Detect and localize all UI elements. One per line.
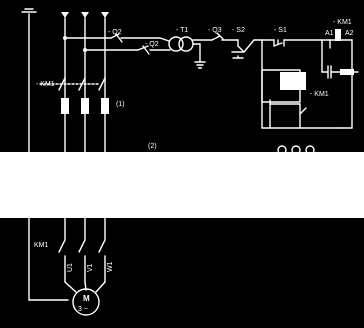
soft-starter-block (0, 146, 364, 218)
label-motor-phase: 3 ~ (78, 306, 88, 313)
label-t1: - T1 (176, 27, 189, 34)
control-line (212, 33, 340, 128)
label-note2: (2) (148, 143, 157, 150)
label-s1: - S1 (274, 27, 287, 34)
label-motor-m: M (83, 294, 90, 303)
label-a2: A2 (345, 30, 354, 37)
label-km1-contact: - KM1 (310, 91, 329, 98)
transformer-t1 (160, 37, 212, 68)
label-u1: U1 (67, 263, 74, 272)
label-a1: A1 (325, 30, 334, 37)
label-q2-right: - Q2 (145, 41, 159, 48)
label-km1-top: - KM1 (333, 19, 352, 26)
label-note1: (1) (116, 101, 125, 108)
km1-coil (322, 29, 358, 128)
lower-power (29, 218, 105, 300)
starter-box (262, 70, 306, 128)
label-km1-bottom: KM1 (34, 242, 49, 249)
label-s2: - S2 (232, 27, 245, 34)
label-v1: V1 (87, 263, 94, 272)
label-w1: W1 (107, 261, 114, 272)
label-q2-left: - Q2 (108, 29, 122, 36)
label-q3: - Q3 (208, 27, 222, 34)
label-km1-power: - KM1 (36, 81, 55, 88)
